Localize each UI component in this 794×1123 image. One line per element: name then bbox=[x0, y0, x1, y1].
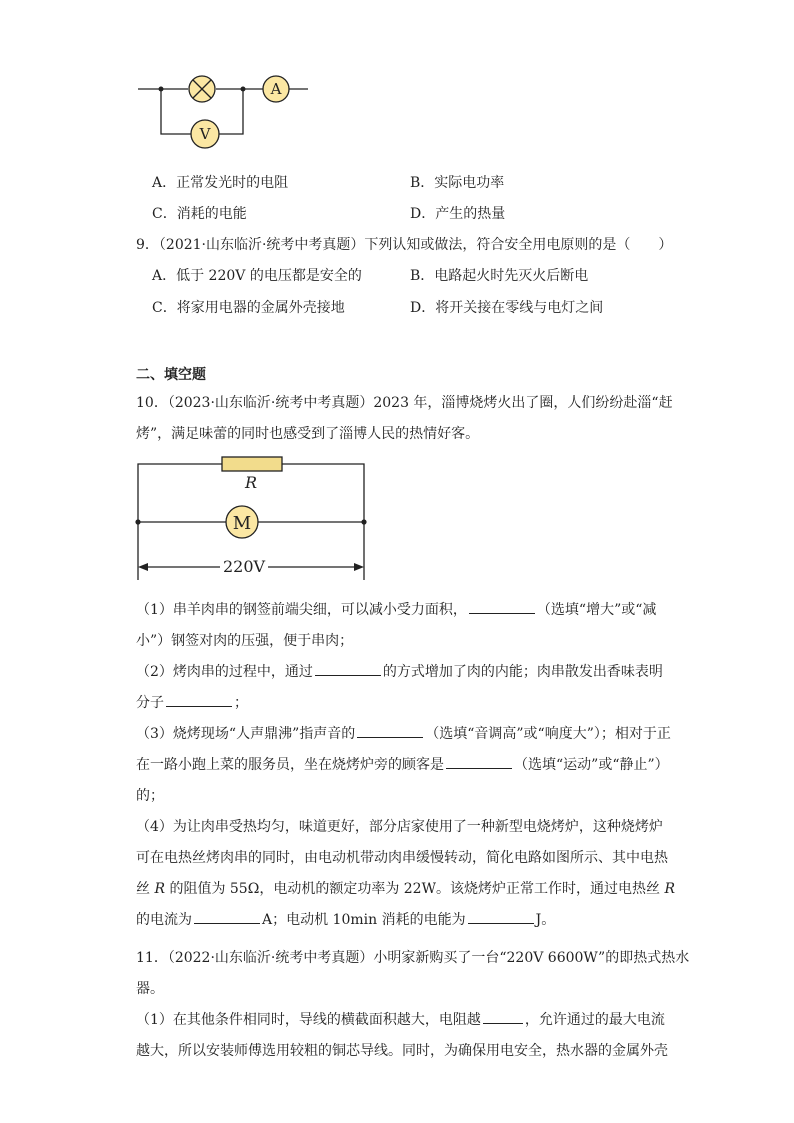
motor-symbol bbox=[226, 506, 258, 538]
q10-part4-line4 bbox=[136, 909, 555, 929]
q10-part4-text-c2: 的阻值为 55Ω，电动机的额定功率为 22W。该烧烤炉正常工作时，通过电热丝 bbox=[165, 881, 665, 897]
top-circuit-diagram bbox=[136, 70, 316, 155]
ammeter-symbol bbox=[263, 76, 289, 102]
q10-part2-line2 bbox=[136, 692, 248, 712]
lamp-symbol bbox=[189, 76, 215, 102]
q10-part3-text-c: 在一路小跑上菜的服务员，坐在烧烤炉旁的顾客是 bbox=[136, 757, 444, 773]
q10-part3-line3: 的； bbox=[136, 788, 164, 804]
q8-option-c: C．消耗的电能 bbox=[152, 206, 247, 222]
q10-part2-text-c: 分子 bbox=[136, 695, 164, 711]
q10-answer-blank-2[interactable] bbox=[315, 661, 381, 676]
q10-answer-blank-4[interactable] bbox=[357, 723, 423, 738]
q10-part4-var-r2: R bbox=[664, 881, 675, 897]
ammeter-label: A bbox=[270, 80, 282, 98]
q11-answer-blank-1[interactable] bbox=[483, 1009, 523, 1024]
q10-part1-text-b: （选填“增大”或“减 bbox=[536, 602, 657, 618]
q10-part1-line2: 小”）钢签对肉的压强，便于串肉； bbox=[136, 633, 354, 649]
q10-part4-text-d2: A；电动机 10min 消耗的电能为 bbox=[262, 912, 466, 928]
q10-answer-blank-3[interactable] bbox=[166, 692, 232, 707]
voltmeter-label: V bbox=[199, 125, 211, 143]
q10-answer-blank-1[interactable] bbox=[469, 599, 535, 614]
q10-part3-line2 bbox=[136, 754, 669, 774]
q8-option-b: B．实际电功率 bbox=[410, 175, 505, 191]
voltmeter-symbol bbox=[191, 120, 219, 148]
q9-option-a: A．低于 220V 的电压都是安全的 bbox=[152, 268, 362, 284]
resistor-symbol bbox=[222, 457, 282, 471]
q10-part2-line1 bbox=[136, 661, 663, 681]
q9-option-d: D．将开关接在零线与电灯之间 bbox=[410, 300, 604, 316]
section-heading: 二、填空题 bbox=[136, 367, 206, 383]
q8-option-a: A．正常发光时的电阻 bbox=[152, 175, 289, 191]
q10-part3-text-a: （3）烧烤现场“人声鼎沸”指声音的 bbox=[136, 726, 356, 742]
q10-answer-blank-6[interactable] bbox=[194, 909, 260, 924]
q10-part3-line1 bbox=[136, 723, 671, 743]
q10-part4-text-d3: J。 bbox=[535, 912, 556, 928]
q10-stem-line1: 10．（2023·山东临沂·统考中考真题）2023 年，淄博烧烤火出了圈，人们纷纷赴淄“赶 bbox=[136, 395, 673, 411]
q11-part1-line1 bbox=[136, 1009, 665, 1029]
q10-part4-line3 bbox=[136, 878, 675, 898]
q11-stem-line1: 11．（2022·山东临沂·统考中考真题）小明家新购买了一台“220V 6600W”的即热式热水 bbox=[136, 950, 690, 966]
motor-label: M bbox=[232, 513, 252, 534]
grill-circuit-diagram bbox=[134, 452, 370, 582]
voltage-label: 220V bbox=[222, 557, 266, 576]
q10-part4-line2: 可在电热丝烤肉串的同时，由电动机带动肉串缓慢转动，简化电路如图所示、其中电热 bbox=[136, 850, 668, 866]
q11-part1-text-a: （1）在其他条件相同时，导线的横截面积越大，电阻越 bbox=[136, 1012, 481, 1028]
q10-part2-text-b: 的方式增加了肉的内能；肉串散发出香味表明 bbox=[382, 664, 663, 680]
q11-part1-text-b: ，允许通过的最大电流 bbox=[524, 1012, 665, 1028]
q10-part2-text-a: （2）烤肉串的过程中，通过 bbox=[136, 664, 313, 680]
resistor-label: R bbox=[245, 473, 258, 492]
q10-answer-blank-7[interactable] bbox=[468, 909, 534, 924]
q10-part4-line1: （4）为让肉串受热均匀，味道更好，部分店家使用了一种新型电烧烤炉，这种烧烤炉 bbox=[136, 819, 663, 835]
q10-part3-text-b: （选填“音调高”或“响度大”）；相对于正 bbox=[425, 726, 671, 742]
q10-part4-text-d1: 的电流为 bbox=[136, 912, 192, 928]
q11-part1-line2: 越大，所以安装师傅选用较粗的铜芯导线。同时，为确保用电安全，热水器的金属外壳 bbox=[136, 1043, 668, 1059]
q9-option-b: B．电路起火时先灭火后断电 bbox=[410, 268, 589, 284]
q10-stem-line2: 烤”，满足味蕾的同时也感受到了淄博人民的热情好客。 bbox=[136, 426, 480, 442]
q9-stem: 9．（2021·山东临沂·统考中考真题）下列认知或做法，符合安全用电原则的是（ ） bbox=[136, 237, 673, 253]
q9-option-c: C．将家用电器的金属外壳接地 bbox=[152, 300, 345, 316]
q10-part3-text-d: （选填“运动”或“静止”） bbox=[514, 757, 669, 773]
q10-part4-text-c1: 丝 bbox=[136, 881, 155, 897]
q10-answer-blank-5[interactable] bbox=[446, 754, 512, 769]
q8-option-d: D．产生的热量 bbox=[410, 206, 506, 222]
q10-part4-var-r: R bbox=[154, 881, 165, 897]
q10-part1-line1 bbox=[136, 599, 656, 619]
q10-part1-text-a: （1）串羊肉串的钢签前端尖细，可以减小受力面积， bbox=[136, 602, 467, 618]
q11-stem-line2: 器。 bbox=[136, 981, 164, 997]
q10-part2-text-d: ； bbox=[234, 695, 248, 711]
